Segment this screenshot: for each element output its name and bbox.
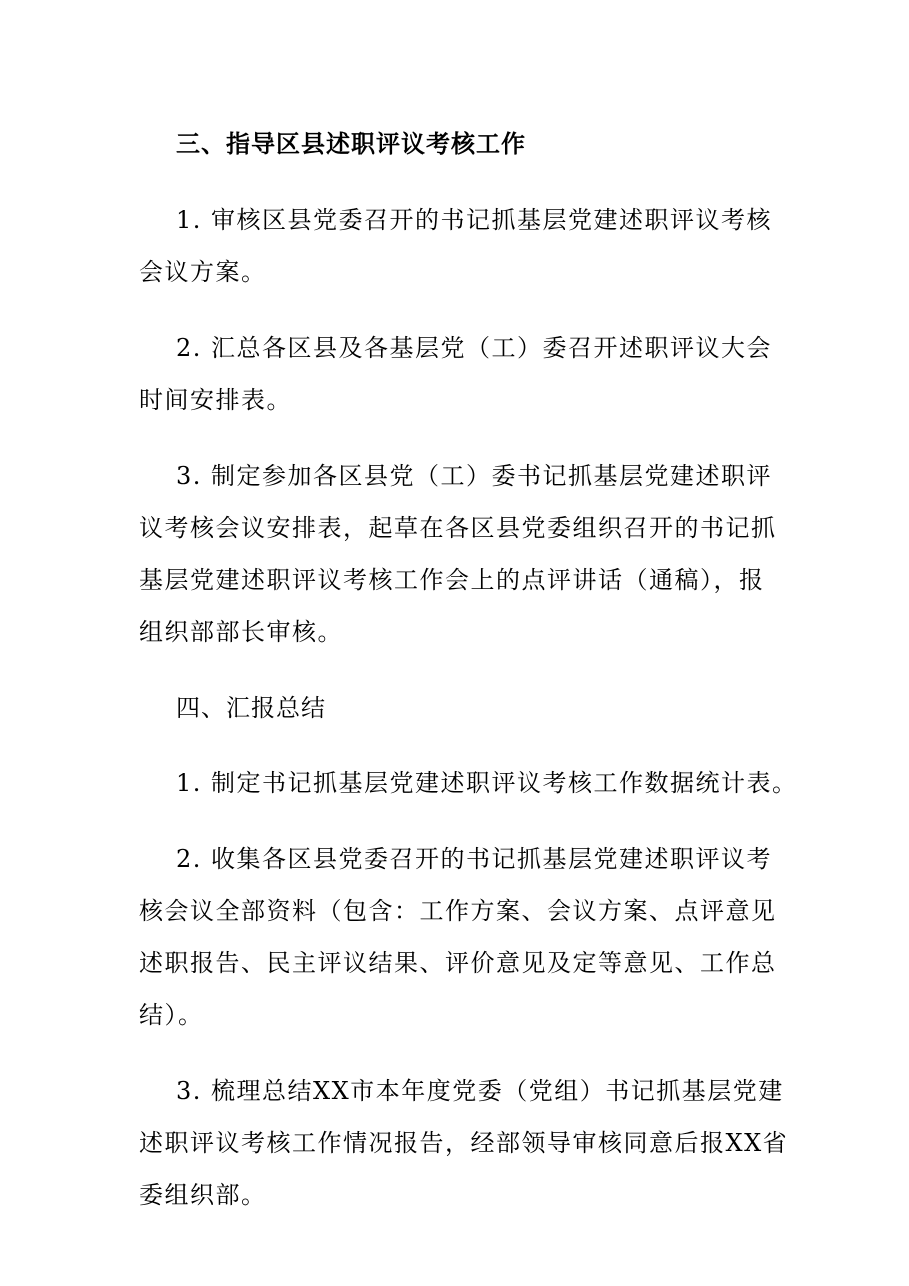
text-line: 组织部部长审核。 (139, 618, 343, 646)
item-four-1 (139, 757, 798, 809)
text-line: 2. 收集各区县党委召开的书记抓基层党建述职评议考 (176, 845, 773, 873)
section-heading-three: 三、指导区县述职评议考核工作 (176, 129, 526, 158)
text-line: 核会议全部资料（包含：工作方案、会议方案、点评意见 (139, 897, 777, 925)
item-three-3 (139, 450, 777, 658)
text-line: 2. 汇总各区县及各基层党（工）委召开述职评议大会 (176, 334, 773, 362)
document-body (139, 118, 798, 1245)
text-line: 议考核会议安排表，起草在各区县党委组织召开的书记抓 (139, 514, 777, 542)
text-line: 3. 梳理总结XX市本年度党委（党组）书记抓基层党建 (176, 1077, 784, 1105)
text-line: 委组织部。 (139, 1181, 267, 1209)
text-line: 会议方案。 (139, 258, 267, 286)
item-four-2 (139, 833, 777, 1041)
text-line: 基层党建述职评议考核工作会上的点评讲话（通稿），报 (139, 566, 765, 594)
text-line: 时间安排表。 (139, 386, 292, 414)
text-line: 3. 制定参加各区县党（工）委书记抓基层党建述职评 (176, 462, 773, 490)
item-four-3 (139, 1065, 789, 1221)
text-line: 1. 制定书记抓基层党建述职评议考核工作数据统计表。 (176, 769, 798, 797)
text-line: 述职评议考核工作情况报告，经部领导审核同意后报XX省 (139, 1129, 789, 1157)
section-heading-four: 四、汇报总结 (176, 694, 326, 722)
text-line: 述职报告、民主评议结果、评价意见及定等意见、工作总 (139, 949, 777, 977)
text-line: 1. 审核区县党委召开的书记抓基层党建述职评议考核 (176, 206, 773, 234)
item-three-2 (139, 322, 771, 426)
item-three-1 (139, 194, 771, 298)
text-line: 结）。 (139, 1001, 204, 1029)
